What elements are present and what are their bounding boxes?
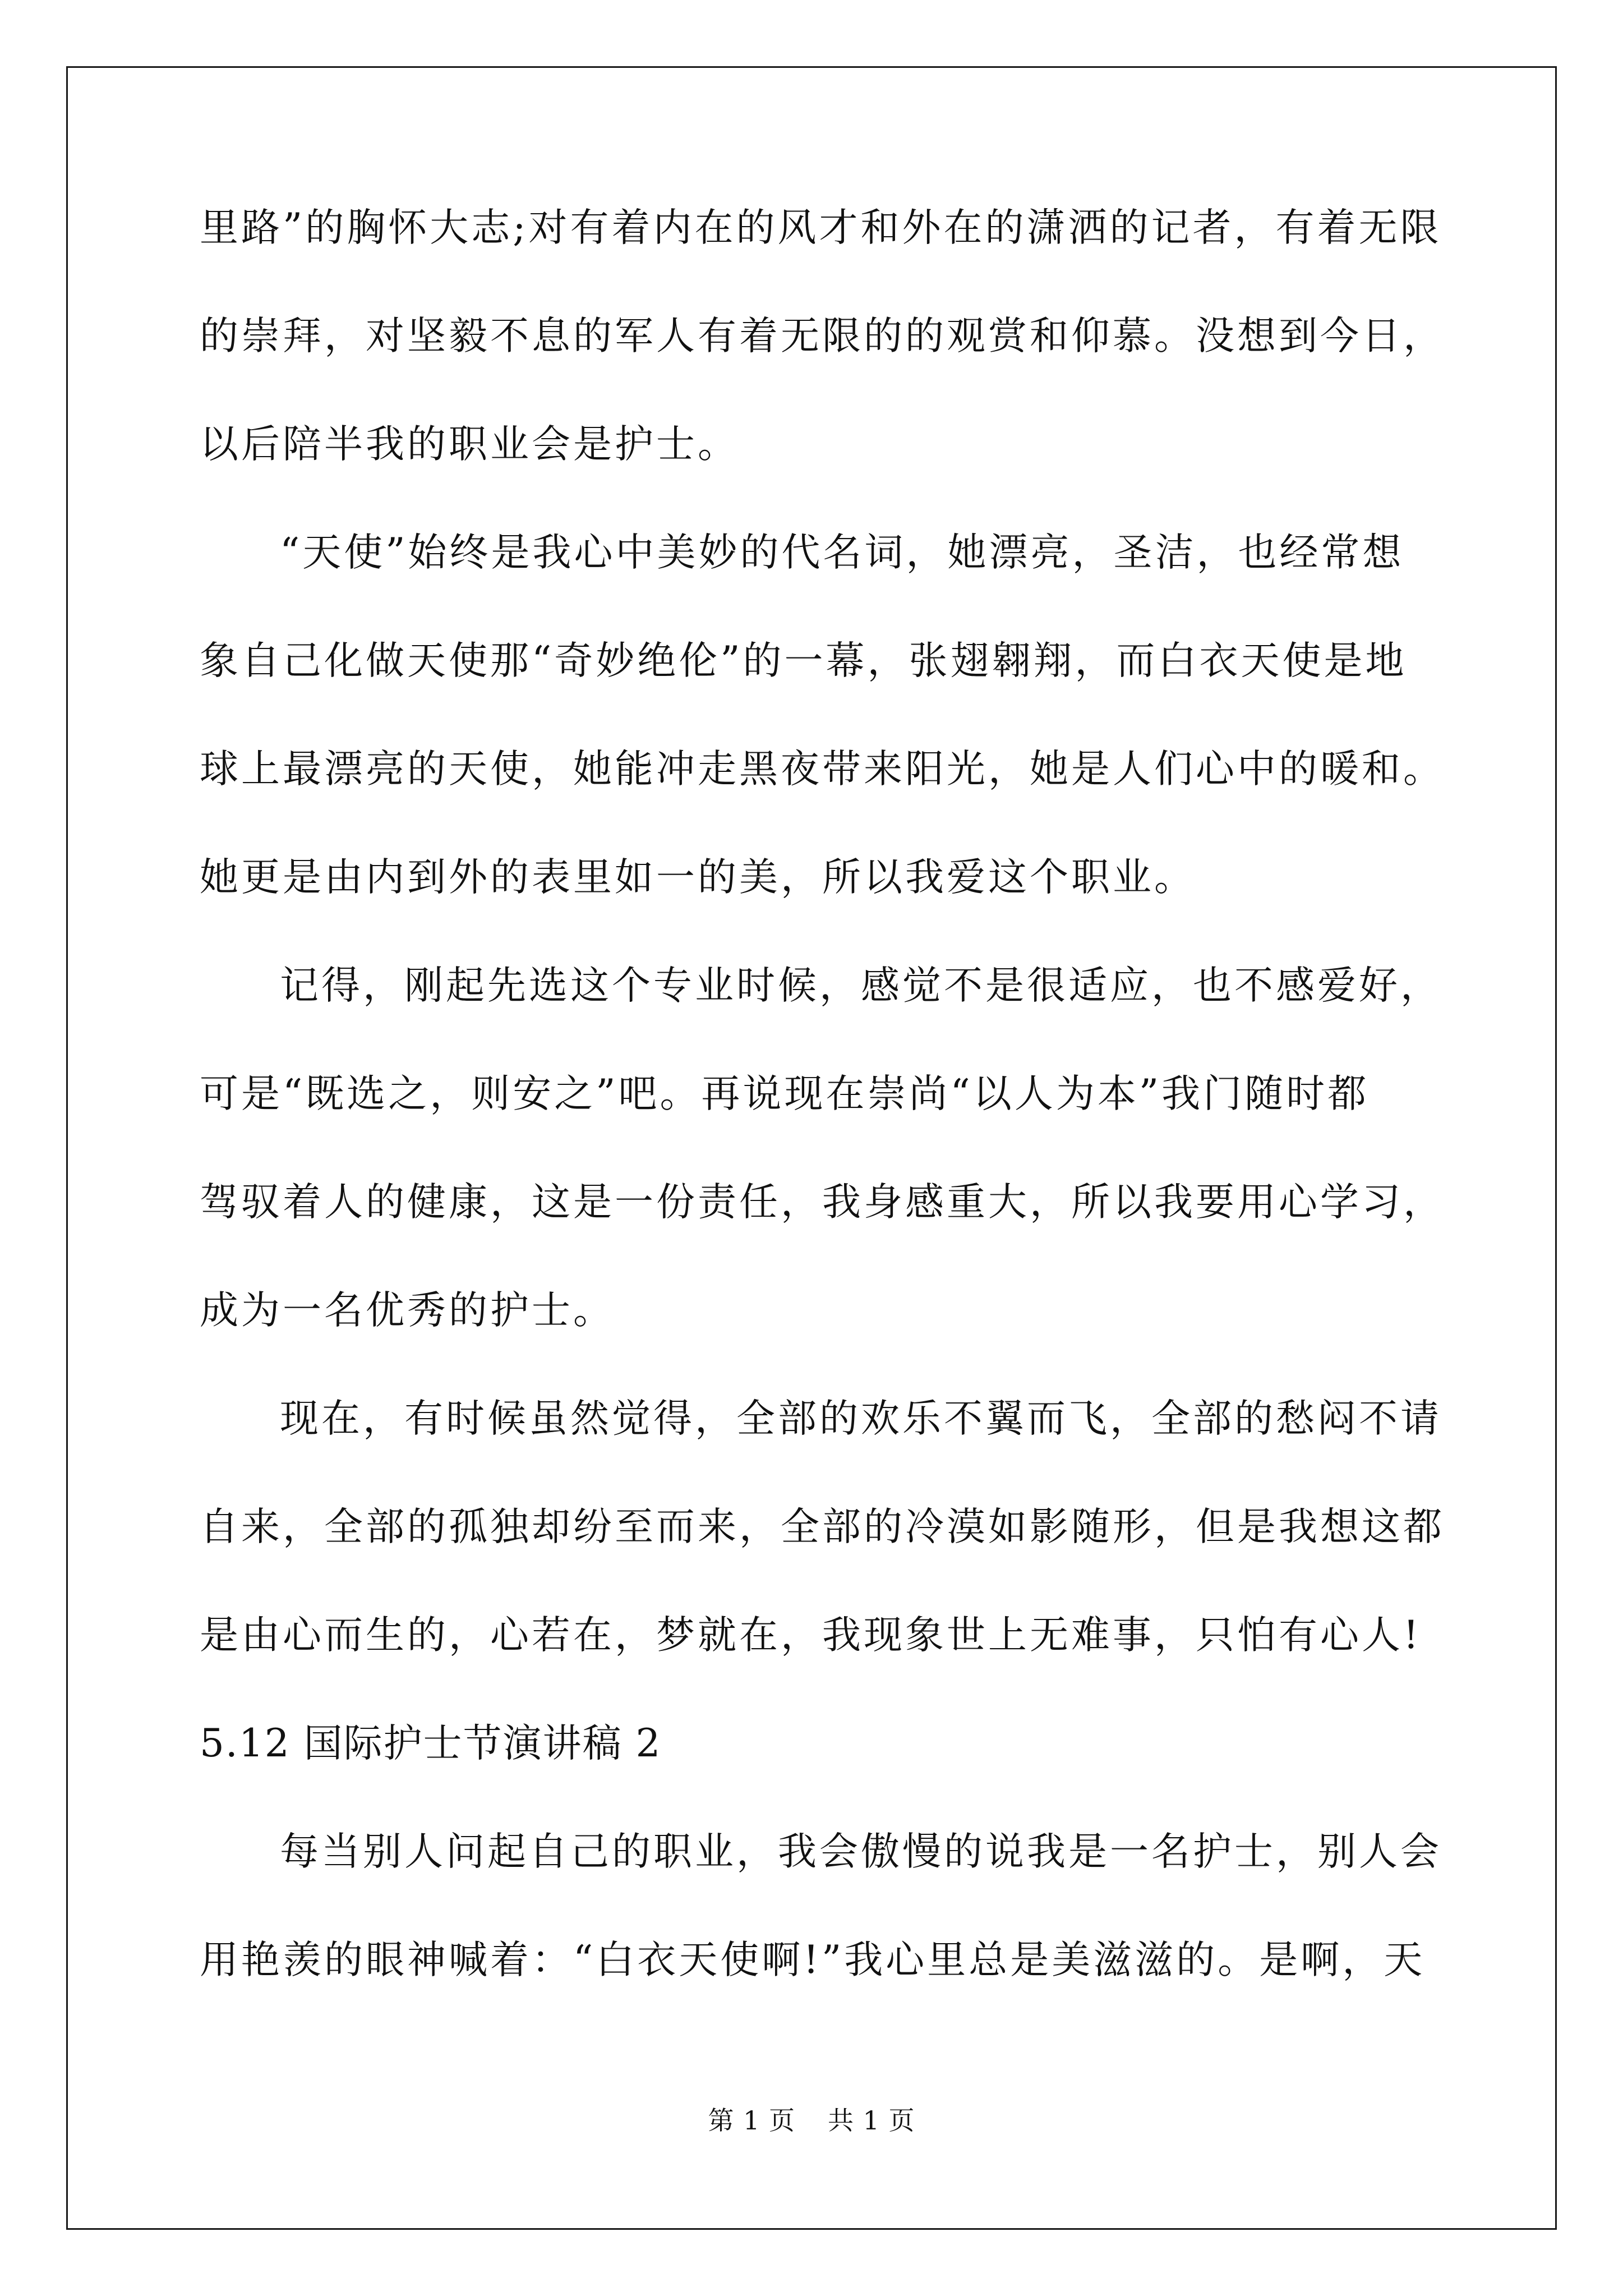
text-line: 她更是由内到外的表里如一的美，所以我爱这个职业。 bbox=[200, 855, 1196, 900]
paragraph-start-line: 记得，刚起先选这个专业时候，感觉不是很适应，也不感爱好， bbox=[280, 963, 1442, 1008]
text-line: 成为一名优秀的护士。 bbox=[200, 1288, 615, 1333]
paragraph-start-line: 每当别人问起自己的职业，我会傲慢的说我是一名护士，别人会 bbox=[280, 1829, 1442, 1874]
text-line: 用艳羡的眼神喊着：“白衣天使啊!”我心里总是美滋滋的。是啊，天 bbox=[200, 1938, 1426, 1982]
text-line: 以后陪半我的职业会是护士。 bbox=[200, 422, 739, 467]
paragraph-start-line: “天使”始终是我心中美妙的代名词，她漂亮，圣洁，也经常想 bbox=[280, 530, 1404, 575]
text-line: 自来，全部的孤独却纷至而来，全部的冷漠如影随形，但是我想这都 bbox=[200, 1504, 1445, 1549]
page-number: 第 1 页 bbox=[708, 2105, 795, 2136]
text-line: 是由心而生的，心若在，梦就在，我现象世上无难事，只怕有心人! bbox=[200, 1613, 1422, 1658]
text-line: 球上最漂亮的天使，她能冲走黑夜带来阳光，她是人们心中的暖和。 bbox=[200, 747, 1445, 792]
document-body bbox=[200, 201, 1445, 2041]
section-heading: 5.12 国际护士节演讲稿 2 bbox=[200, 1721, 662, 1766]
text-line: 的崇拜，对坚毅不息的军人有着无限的的观赏和仰慕。没想到今日， bbox=[200, 314, 1445, 358]
text-line: 里路”的胸怀大志;对有着内在的风才和外在的潇洒的记者，有着无限 bbox=[200, 205, 1442, 250]
paragraph-start-line: 现在，有时候虽然觉得，全部的欢乐不翼而飞，全部的愁闷不请 bbox=[280, 1396, 1442, 1441]
text-line: 可是“既选之，则安之”吧。再说现在崇尚“以人为本”我门随时都 bbox=[200, 1071, 1370, 1116]
text-line: 驾驭着人的健康，这是一份责任，我身感重大，所以我要用心学习， bbox=[200, 1180, 1445, 1225]
text-line: 象自己化做天使那“奇妙绝伦”的一幕，张翅翱翔，而白衣天使是地 bbox=[200, 638, 1407, 683]
page-total: 共 1 页 bbox=[828, 2105, 915, 2136]
page-footer bbox=[0, 2104, 1623, 2137]
